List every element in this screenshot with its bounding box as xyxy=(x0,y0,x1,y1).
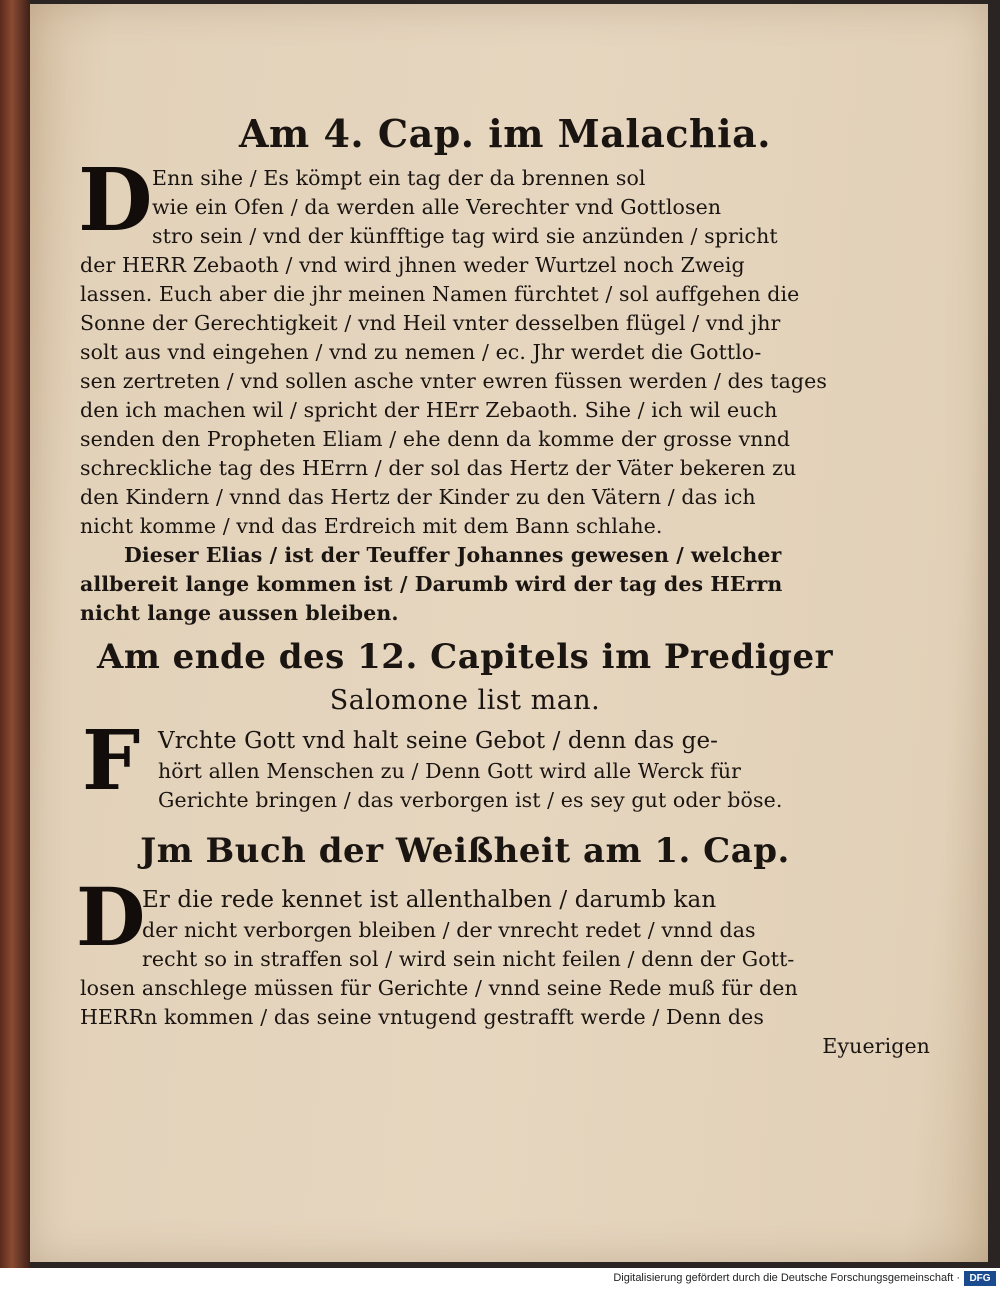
note-line: allbereit lange kommen ist / Darumb wird der tag des HErrn xyxy=(80,572,783,596)
paragraph-weisheit xyxy=(76,870,950,1061)
heading-malachia: Am 4. Cap. im Malachia. xyxy=(239,111,771,156)
text-line: Er die rede kennet ist allenthalben / darumb kan xyxy=(142,887,717,913)
text-line: losen anschlege müssen für Gerichte / vnnd seine Rede muß für den xyxy=(80,976,798,1000)
text-line: solt aus vnd eingehen / vnd zu nemen / ec. Jhr werdet die Gottlo- xyxy=(80,340,762,364)
note-line: Dieser Elias / ist der Teuffer Johannes gewesen / welcher xyxy=(124,543,782,567)
heading-prediger-sub: Salomone list man. xyxy=(329,685,601,716)
text-line: Sonne der Gerechtigkeit / vnd Heil vnter desselben flügel / vnd jhr xyxy=(80,311,781,335)
text-line: recht so in straffen sol / wird sein nicht feilen / denn der Gott- xyxy=(142,947,795,971)
text-line: Gerichte bringen / das verborgen ist / es sey gut oder böse. xyxy=(158,788,783,812)
dfg-logo: DFG xyxy=(964,1271,996,1286)
text-line: schreckliche tag des HErrn / der sol das Hertz der Väter bekeren zu xyxy=(80,456,797,480)
dropcap-f: F xyxy=(82,713,141,809)
dropcap-d: D xyxy=(76,870,146,964)
book-page xyxy=(30,4,988,1262)
dropcap-d: D xyxy=(78,150,153,251)
book-spine-edge xyxy=(0,0,30,1268)
text-line: sen zertreten / vnd sollen asche vnter ewren füssen werden / des tages xyxy=(80,369,827,393)
text-line: Enn sihe / Es kömpt ein tag der da brennen sol xyxy=(152,166,646,190)
text-line: senden den Propheten Eliam / ehe denn da komme der grosse vnnd xyxy=(80,427,791,451)
footer-credit: Digitalisierung gefördert durch die Deutsche Forschungsgemeinschaft · xyxy=(613,1272,960,1284)
note-line: nicht lange aussen bleiben. xyxy=(80,601,399,625)
text-line: stro sein / vnd der künfftige tag wird sie anzünden / spricht xyxy=(152,224,778,248)
page-text xyxy=(76,104,950,1061)
heading-prediger: Am ende des 12. Capitels im Prediger xyxy=(96,637,834,677)
paragraph-malachia xyxy=(78,150,950,628)
digitization-footer xyxy=(0,1268,1000,1290)
text-line: nicht komme / vnd das Erdreich mit dem Bann schlahe. xyxy=(80,514,663,538)
text-line: wie ein Ofen / da werden alle Verechter vnd Gottlosen xyxy=(152,195,722,219)
text-line: hört allen Menschen zu / Denn Gott wird alle Werck für xyxy=(158,759,742,783)
heading-weisheit: Jm Buch der Weißheit am 1. Cap. xyxy=(140,831,790,871)
paragraph-prediger xyxy=(80,713,950,815)
text-line: den ich machen wil / spricht der HErr Zebaoth. Sihe / ich wil euch xyxy=(80,398,778,422)
text-line: lassen. Euch aber die jhr meinen Namen fürchtet / sol auffgehen die xyxy=(80,282,800,306)
text-line: der nicht verborgen bleiben / der vnrecht redet / vnnd das xyxy=(142,918,756,942)
text-line: den Kindern / vnnd das Hertz der Kinder zu den Vätern / das ich xyxy=(80,485,756,509)
catchword: Eyuerigen xyxy=(822,1034,930,1058)
text-line: Vrchte Gott vnd halt seine Gebot / denn das ge- xyxy=(158,728,719,754)
text-line: HERRn kommen / das seine vntugend gestrafft werde / Denn des xyxy=(80,1005,765,1029)
text-line: der HERR Zebaoth / vnd wird jhnen weder Wurtzel noch Zweig xyxy=(80,253,745,277)
